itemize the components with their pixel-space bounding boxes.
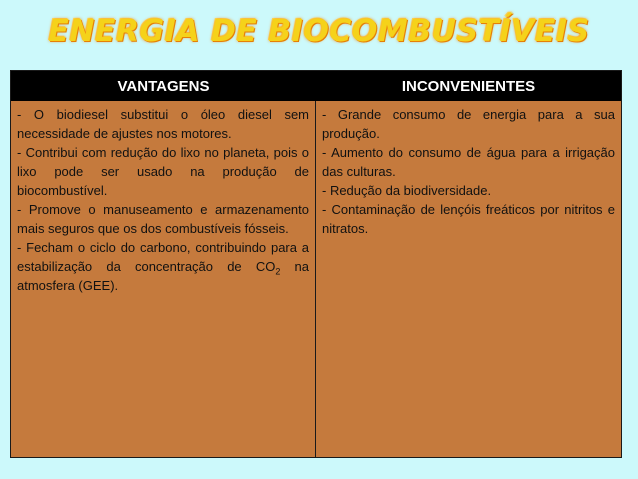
list-item: - O biodiesel substitui o óleo diesel sem necessidade de ajustes nos motores. [17, 107, 309, 141]
header-vantagens: VANTAGENS [117, 77, 210, 95]
list-item: - Grande consumo de energia para a sua produção. [322, 107, 615, 141]
list-item: - Contaminação de lençóis freáticos por nitritos e nitratos. [322, 202, 615, 236]
list-item: - Aumento do consumo de água para a irrigação das culturas. [322, 145, 615, 179]
list-item-text: - Fecham o ciclo do carbono, contribuindo para a estabilização da concentração de CO [17, 240, 309, 274]
table-body [11, 101, 621, 458]
subscript: 2 [275, 266, 281, 277]
inconvenientes-column [316, 101, 621, 458]
vantagens-column [11, 101, 316, 458]
list-item: - Redução da biodiversidade. [322, 183, 492, 198]
list-item: - Contribui com redução do lixo no planeta, pois o lixo pode ser usado na produção de biocombustível. [17, 145, 309, 198]
comparison-table [10, 70, 622, 458]
table-header [11, 71, 621, 101]
list-item: - Promove o manuseamento e armazenamento mais seguros que os dos combustíveis fósseis. [17, 202, 309, 236]
list-item [17, 238, 309, 295]
list-item-text: na atmosfera (GEE). [17, 259, 309, 293]
header-inconvenientes: INCONVENIENTES [401, 77, 536, 95]
slide-title: ENERGIA DE BIOCOMBUSTÍVEIS [48, 14, 590, 49]
